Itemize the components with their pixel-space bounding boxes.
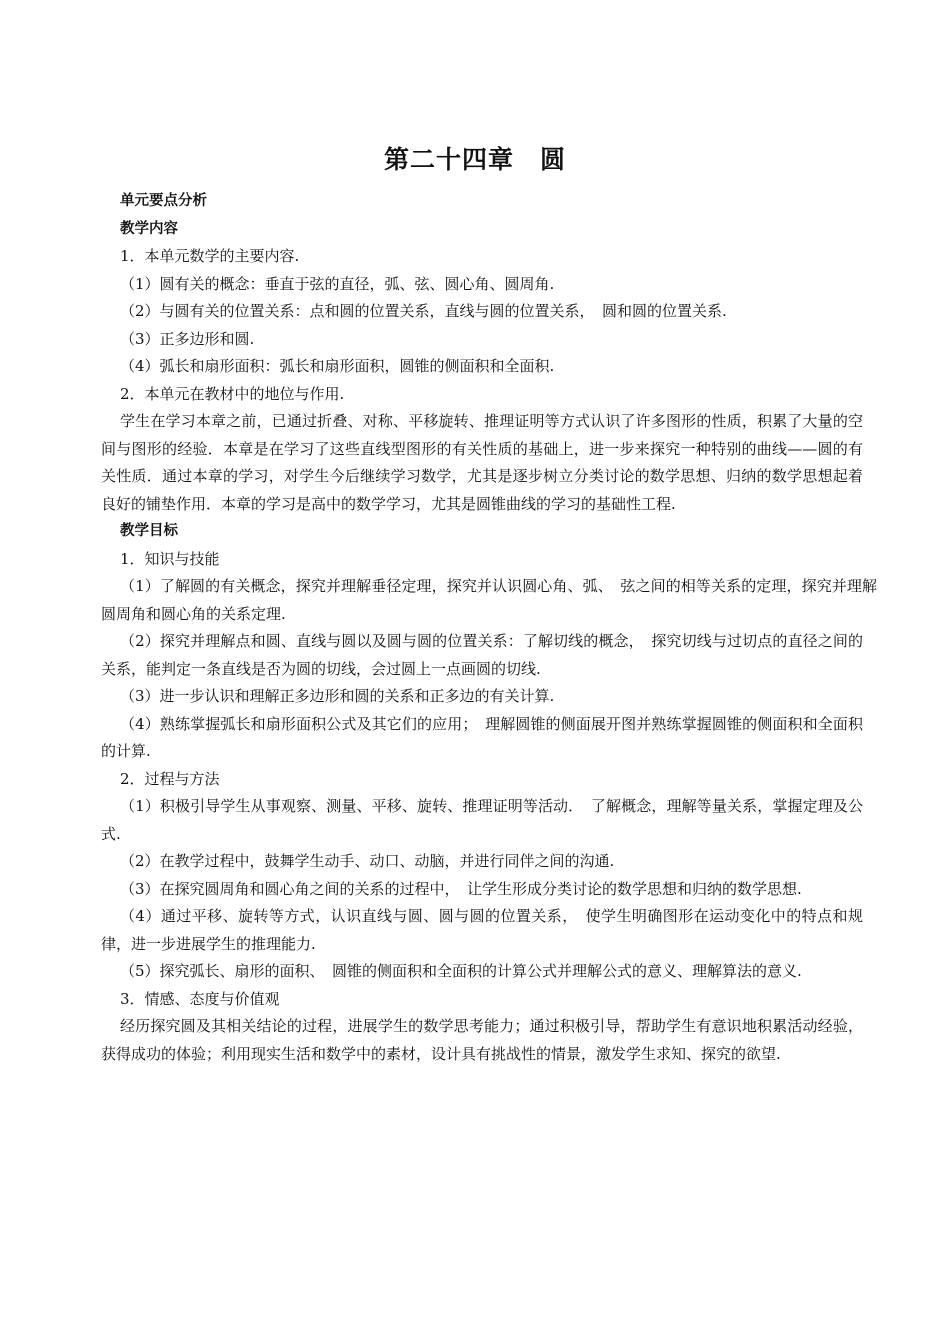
sub-item: （3）正多边形和圆. bbox=[120, 329, 255, 348]
paragraph: （2）在教学过程中，鼓舞学生动手、动口、动脑，并进行同伴之间的沟通. bbox=[120, 852, 615, 870]
section-heading: 教学内容 bbox=[120, 220, 178, 237]
paragraph: （1）积极引导学生从事观察、测量、平移、旋转、推理证明等活动． 了解概念，理解等量关系，掌握定理及公式. bbox=[101, 797, 863, 843]
paragraph: （3）进一步认识和理解正多边形和圆的关系和正多边的有关计算. bbox=[120, 687, 555, 705]
sub-item: （2）与圆有关的位置关系：点和圆的位置关系，直线与圆的位置关系， 圆和圆的位置关系. bbox=[120, 302, 727, 320]
paragraph: （1）了解圆的有关概念，探究并理解垂径定理，探究并认识圆心角、弧、 弦之间的相等关系的定理，探究并理解圆周角和圆心角的关系定理. bbox=[101, 577, 877, 623]
paragraph: （2）探究并理解点和圆、直线与圆以及圆与圆的位置关系：了解切线的概念， 探究切线与过切点的直径之间的关系，能判定一条直线是否为圆的切线，会过圆上一点画圆的切线. bbox=[101, 632, 863, 678]
paragraph: （3）在探究圆周角和圆心角之间的关系的过程中， 让学生形成分类讨论的数学思想和归纳的数学思想. bbox=[120, 879, 802, 898]
paragraph: 学生在学习本章之前，已通过折叠、对称、平移旋转、推理证明等方式认识了许多图形的性质，积累了大量的空间与图形的经验．本章是在学习了这些直线型图形的有关性质的基础上，进一步来探究一种特别的曲线——圆的有关性质．通过本章的学习，对学生今后继续学习数学，尤其是逐步树立分类讨论的数学思想、归纳的数学思想起着良好的铺垫作用．本章的学习是高中的数学学习，尤其是圆锥曲线的学习的基础性工程. bbox=[101, 412, 863, 513]
sub-item: （4）弧长和扇形面积：弧长和扇形面积，圆锥的侧面积和全面积. bbox=[120, 357, 555, 375]
section-heading: 教学目标 bbox=[120, 523, 178, 539]
paragraph: （4）通过平移、旋转等方式，认识直线与圆、圆与圆的位置关系， 使学生明确图形在运动变化中的特点和规律，进一步进展学生的推理能力. bbox=[101, 907, 863, 953]
numbered-item: 1．本单元数学的主要内容. bbox=[120, 247, 300, 265]
numbered-item: 1．知识与技能 bbox=[120, 549, 220, 568]
numbered-item: 3．情感、态度与价值观 bbox=[120, 989, 280, 1008]
paragraph: （4）熟练掌握弧长和扇形面积公式及其它们的应用； 理解圆锥的侧面展开图并熟练掌握圆锥的侧面积和全面积的计算. bbox=[101, 714, 863, 760]
numbered-item: 2．过程与方法 bbox=[120, 769, 220, 788]
paragraph: （5）探究弧长、扇形的面积、 圆锥的侧面积和全面积的计算公式并理解公式的意义、理解算法的意义. bbox=[120, 962, 802, 980]
paragraph: 经历探究圆及其相关结论的过程，进展学生的数学思考能力；通过积极引导，帮助学生有意识地积累活动经验，获得成功的体验；利用现实生活和数学中的素材，设计具有挑战性的情景，激发学生求知、探究的欲望. bbox=[101, 1017, 863, 1063]
document-body bbox=[101, 188, 877, 1068]
chapter-title: 第二十四章 圆 bbox=[383, 145, 566, 174]
numbered-item: 2．本单元在教材中的地位与作用. bbox=[120, 384, 345, 403]
section-heading: 单元要点分析 bbox=[120, 193, 207, 209]
sub-item: （1）圆有关的概念：垂直于弦的直径，弧、弦、圆心角、圆周角. bbox=[120, 274, 555, 293]
